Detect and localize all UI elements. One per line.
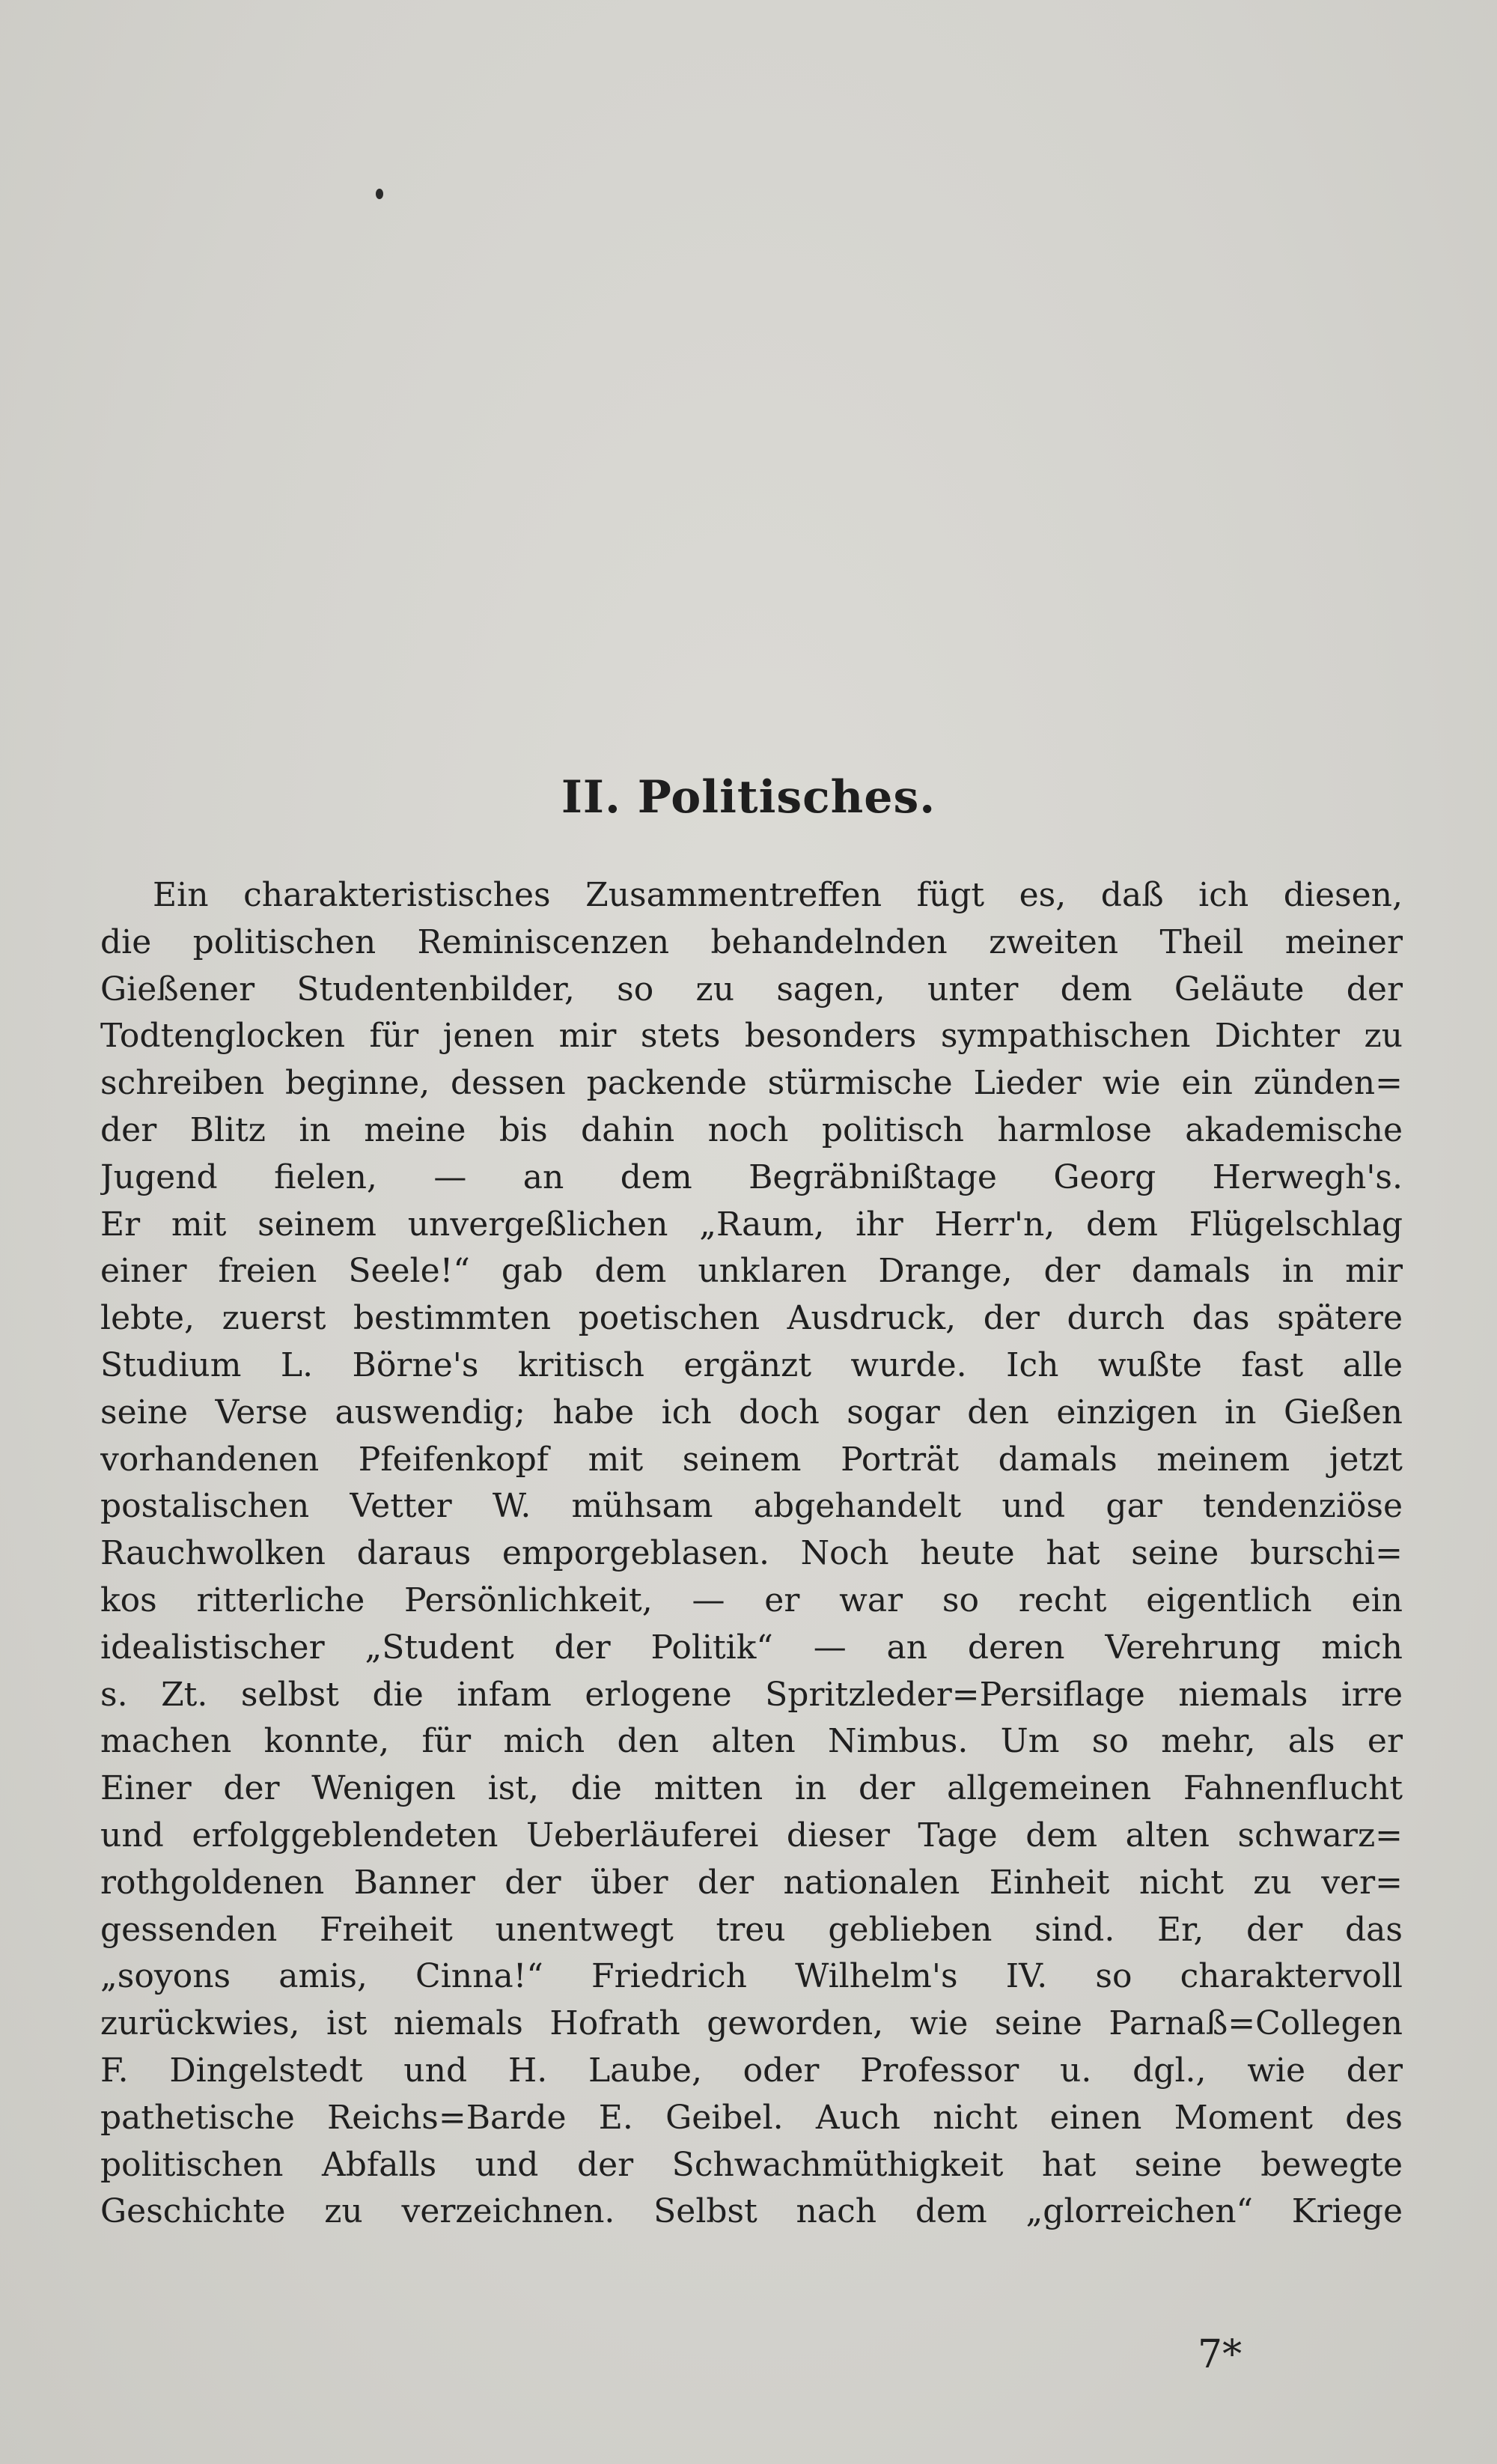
text-line: Studium L. Börne's kritisch ergänzt wurde. Ich wußte fast alle [100, 1345, 1403, 1384]
text-line: pathetische Reichs=Barde E. Geibel. Auch nicht einen Moment des [100, 2098, 1403, 2137]
text-line: Einer der Wenigen ist, die mitten in der allgemeinen Fahnenflucht [100, 1769, 1403, 1808]
text-line: seine Verse auswendig; habe ich doch sogar den einzigen in Gießen [100, 1393, 1403, 1432]
text-line: die politischen Reminiscenzen behandelnden zweiten Theil meiner [100, 922, 1403, 961]
chapter-title: II. Politisches. [561, 771, 936, 824]
text-line: lebte, zuerst bestimmten poetischen Ausdruck, der durch das spätere [100, 1299, 1403, 1338]
body-paragraph [100, 872, 1403, 2236]
text-line: Ein charakteristisches Zusammentreffen fügt es, daß ich diesen, [153, 876, 1403, 914]
text-line: machen konnte, für mich den alten Nimbus. Um so mehr, als er [100, 1722, 1403, 1761]
page-number: 7* [1198, 2332, 1243, 2377]
text-line: rothgoldenen Banner der über der nationalen Einheit nicht zu ver= [100, 1863, 1403, 1902]
text-line: s. Zt. selbst die infam erlogene Spritzleder=Persiflage niemals irre [100, 1675, 1403, 1714]
text-line: Er mit seinem unvergeßlichen „Raum, ihr Herr'n, dem Flügelschlag [100, 1205, 1403, 1244]
text-line: kos ritterliche Persönlichkeit, — er war so recht eigentlich ein [100, 1581, 1403, 1619]
text-line: einer freien Seele!“ gab dem unklaren Drange, der damals in mir [100, 1252, 1403, 1291]
text-line: idealistischer „Student der Politik“ — an deren Verehrung mich [100, 1628, 1403, 1667]
text-line: Rauchwolken daraus emporgeblasen. Noch heute hat seine burschi= [100, 1534, 1403, 1573]
text-line: gessenden Freiheit unentwegt treu geblieben sind. Er, der das [100, 1910, 1403, 1949]
text-line: der Blitz in meine bis dahin noch politisch harmlose akademische [100, 1110, 1403, 1149]
text-line: postalischen Vetter W. mühsam abgehandelt und gar tendenziöse [100, 1487, 1403, 1526]
text-line: F. Dingelstedt und H. Laube, oder Professor u. dgl., wie der [100, 2051, 1403, 2090]
text-line: Todtenglocken für jenen mir stets besonders sympathischen Dichter zu [100, 1017, 1403, 1056]
text-line: zurückwies, ist niemals Hofrath geworden, wie seine Parnaß=Collegen [100, 2004, 1403, 2043]
text-line: schreiben beginne, dessen packende stürmische Lieder wie ein zünden= [100, 1064, 1403, 1103]
ink-speck [376, 189, 383, 199]
text-line: Jugend fielen, — an dem Begräbnißtage Georg Herwegh's. [100, 1158, 1403, 1196]
text-line: Geschichte zu verzeichnen. Selbst nach dem „glorreichen“ Kriege [100, 2192, 1403, 2231]
text-line: politischen Abfalls und der Schwachmüthigkeit hat seine bewegte [100, 2145, 1403, 2184]
text-line: vorhandenen Pfeifenkopf mit seinem Porträt damals meinem jetzt [100, 1440, 1403, 1479]
text-line: „soyons amis, Cinna!“ Friedrich Wilhelm's IV. so charaktervoll [100, 1957, 1403, 1996]
text-line: Gießener Studentenbilder, so zu sagen, unter dem Geläute der [100, 970, 1403, 1009]
text-line: und erfolggeblendeten Ueberläuferei dieser Tage dem alten schwarz= [100, 1816, 1403, 1855]
